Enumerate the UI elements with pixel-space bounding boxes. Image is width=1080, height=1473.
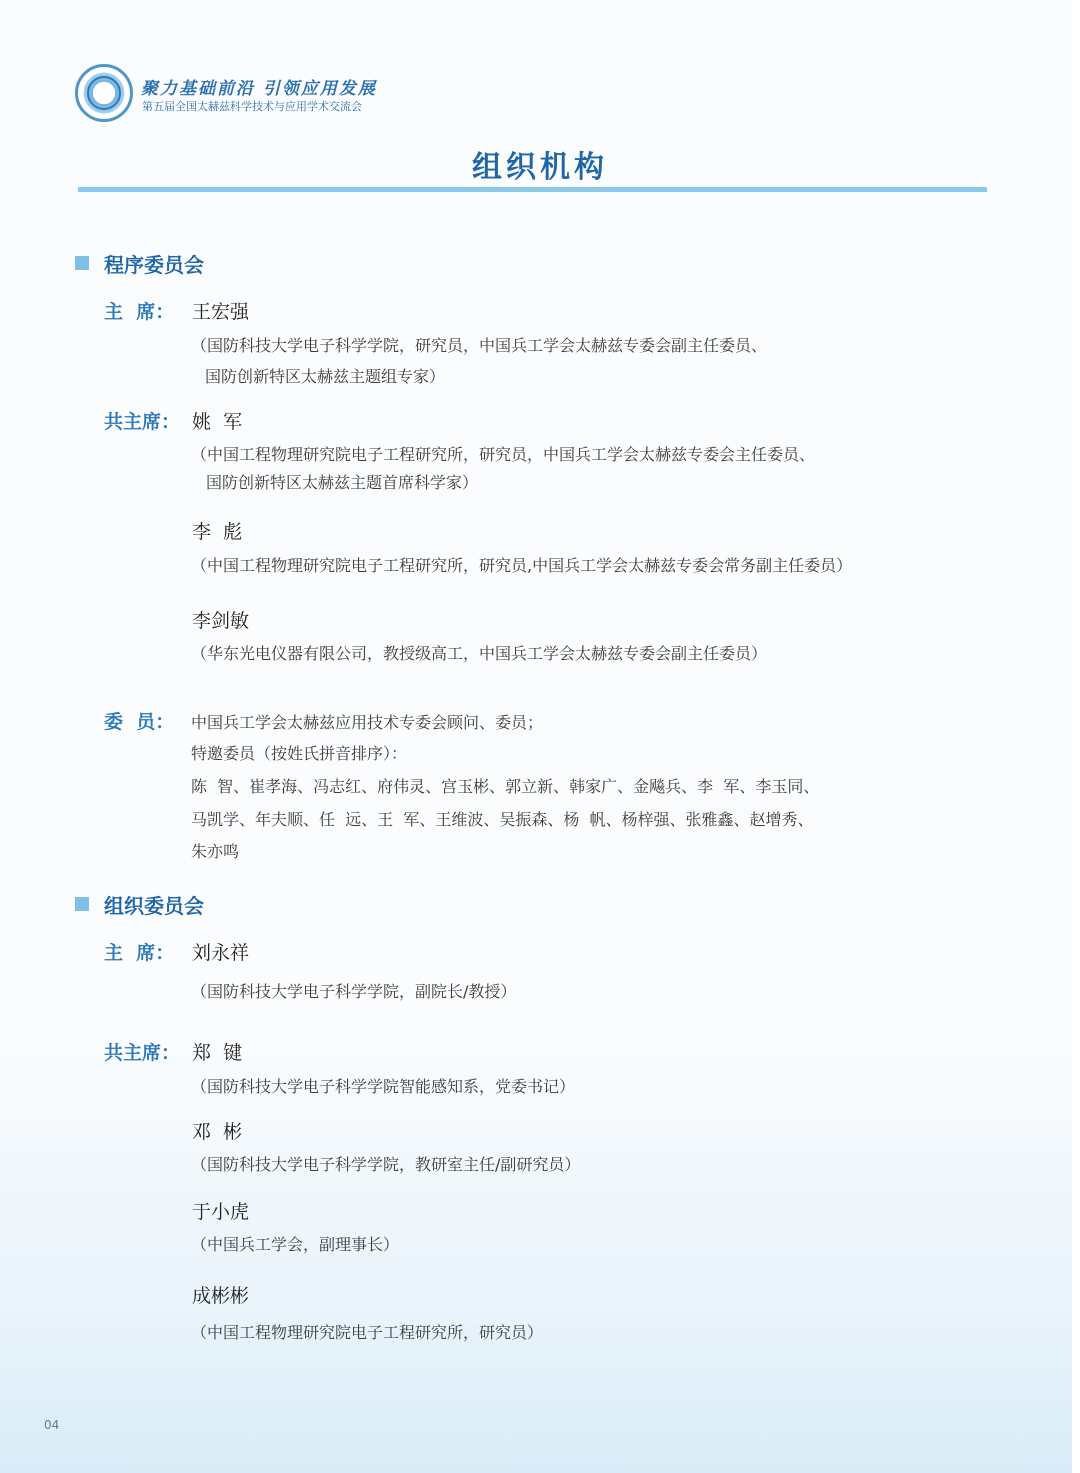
chair-name: 刘永祥 <box>192 942 250 964</box>
cochair-affiliation: （中国兵工学会，副理事长） <box>191 1235 400 1254</box>
conference-slogan: 聚力基础前沿 引领应用发展 <box>141 79 377 99</box>
cochair-affiliation: （国防科技大学电子科学学院智能感知系，党委书记） <box>191 1077 576 1096</box>
chair-label: 主 席： <box>104 301 175 323</box>
chair-name: 王宏强 <box>192 301 250 323</box>
cochair-name: 于小虎 <box>192 1201 250 1223</box>
section-square-icon <box>75 897 89 911</box>
page-title: 组织机构 <box>472 150 608 185</box>
cochair-name: 李 彪 <box>192 521 243 543</box>
cochair-name: 郑 键 <box>192 1042 243 1064</box>
cochair-affiliation: （中国工程物理研究院电子工程研究所，研究员，中国兵工学会太赫兹专委会主任委员、 <box>191 445 816 464</box>
section-heading: 程序委员会 <box>104 252 204 277</box>
section-program-committee <box>75 248 204 278</box>
cochair-affiliation: （中国工程物理研究院电子工程研究所，研究员,中国兵工学会太赫兹专委会常务副主任委员） <box>191 556 853 575</box>
cochair-affiliation: （华东光电仪器有限公司，教授级高工，中国兵工学会太赫兹专委会副主任委员） <box>191 644 768 663</box>
cochair-name: 成彬彬 <box>192 1285 250 1307</box>
section-heading: 组织委员会 <box>104 893 204 918</box>
cochair-name: 邓 彬 <box>192 1121 243 1143</box>
title-divider <box>78 187 987 192</box>
emblem-inner-ring <box>87 76 121 110</box>
members-line: 陈 智、崔孝海、冯志红、府伟灵、宫玉彬、郭立新、韩家广、金飚兵、李 军、李玉同、 <box>191 777 820 796</box>
cochair-label: 共主席： <box>104 1042 181 1064</box>
members-line: 中国兵工学会太赫兹应用技术专委会顾问、委员； <box>191 713 544 732</box>
members-line: 马凯学、年夫顺、任 远、王 军、王维波、吴振森、杨 帆、杨梓强、张雅鑫、赵增秀、 <box>191 810 814 829</box>
section-square-icon <box>75 256 89 270</box>
cochair-name: 李剑敏 <box>192 610 250 632</box>
members-label: 委 员： <box>104 711 175 733</box>
chair-affiliation-cont: 国防创新特区太赫兹主题组专家） <box>205 367 446 386</box>
chair-affiliation: （国防科技大学电子科学学院，副院长/教授） <box>191 982 517 1001</box>
chair-label: 主 席： <box>104 942 175 964</box>
cochair-name: 姚 军 <box>192 411 243 433</box>
conference-emblem-icon <box>75 64 133 122</box>
cochair-label: 共主席： <box>104 411 181 433</box>
cochair-affiliation: （国防科技大学电子科学学院，教研室主任/副研究员） <box>191 1155 581 1174</box>
chair-affiliation: （国防科技大学电子科学学院，研究员，中国兵工学会太赫兹专委会副主任委员、 <box>191 336 768 355</box>
conference-name: 第五届全国太赫兹科学技术与应用学术交流会 <box>142 100 362 113</box>
section-organizing-committee <box>75 889 204 919</box>
cochair-affiliation: （中国工程物理研究院电子工程研究所，研究员） <box>191 1323 544 1342</box>
cochair-affiliation-cont: 国防创新特区太赫兹主题首席科学家） <box>206 473 479 492</box>
page-edge <box>1072 0 1080 1473</box>
page-number: 04 <box>44 1418 60 1432</box>
members-line: 朱亦鸣 <box>191 842 240 861</box>
members-line: 特邀委员（按姓氏拼音排序）： <box>191 744 408 763</box>
